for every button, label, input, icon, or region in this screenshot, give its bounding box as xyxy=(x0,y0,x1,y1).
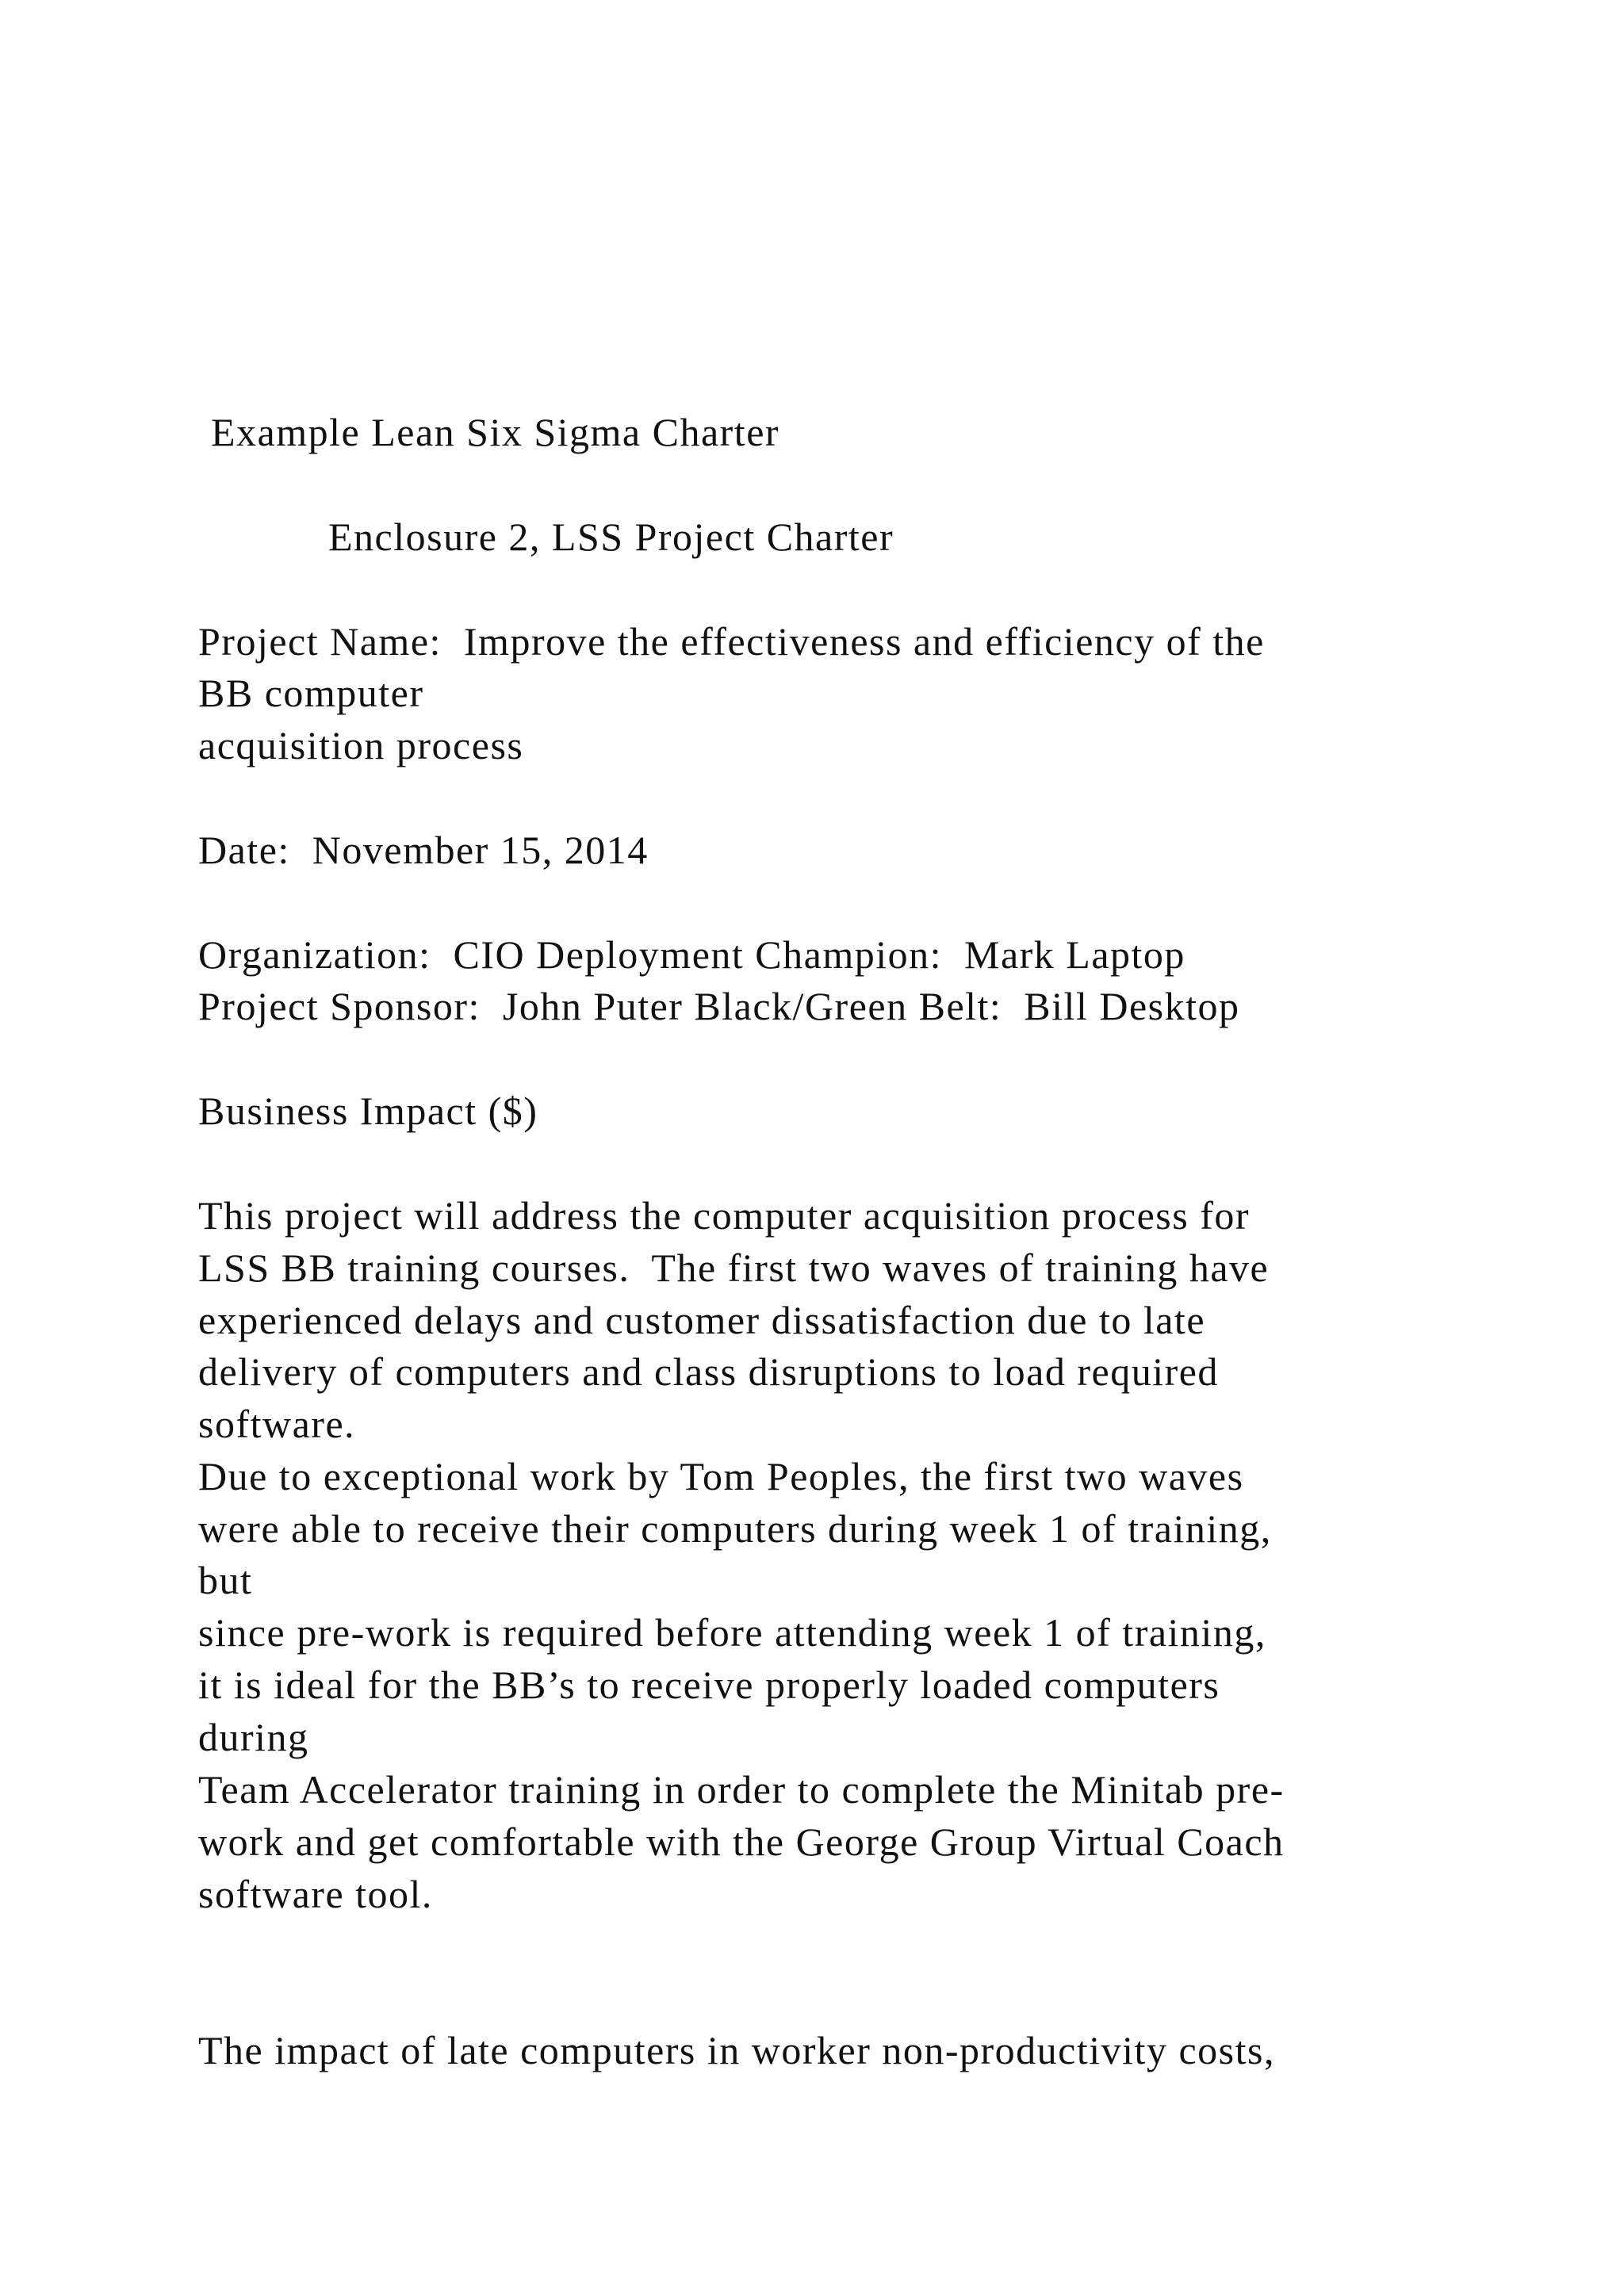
business-impact-heading: Business Impact ($) xyxy=(198,1089,538,1133)
paragraph-1-line-2: LSS BB training courses. The first two waves of training have xyxy=(198,1246,1270,1290)
project-name-line-2: BB computer xyxy=(198,671,424,715)
organization-line-2: Project Sponsor: John Puter Black/Green Belt: Bill Desktop xyxy=(198,984,1240,1028)
paragraph-1-line-6: Due to exceptional work by Tom Peoples, the first two waves xyxy=(198,1454,1244,1498)
paragraph-1-line-1: This project will address the computer acquisition process for xyxy=(198,1193,1251,1238)
paragraph-1-line-9: since pre-work is required before attending week 1 of training, xyxy=(198,1610,1266,1655)
paragraph-1-line-14: software tool. xyxy=(198,1872,433,1916)
paragraph-1-line-3: experienced delays and customer dissatisfaction due to late xyxy=(198,1298,1206,1342)
paragraph-1-line-13: work and get comfortable with the George Group Virtual Coach xyxy=(198,1820,1285,1864)
date-line: Date: November 15, 2014 xyxy=(198,828,649,872)
paragraph-2-line-1: The impact of late computers in worker non-productivity costs, xyxy=(198,2028,1275,2072)
organization-line-1: Organization: CIO Deployment Champion: Mark Laptop xyxy=(198,932,1185,977)
document-subtitle: Enclosure 2, LSS Project Charter xyxy=(328,515,894,559)
paragraph-1-line-10: it is ideal for the BB’s to receive properly loaded computers xyxy=(198,1663,1220,1707)
paragraph-1-line-11: during xyxy=(198,1715,309,1759)
paragraph-1-line-5: software. xyxy=(198,1402,356,1446)
document-title: Example Lean Six Sigma Charter xyxy=(200,410,780,454)
paragraph-1-line-12: Team Accelerator training in order to complete the Minitab pre- xyxy=(198,1767,1285,1812)
paragraph-1-line-4: delivery of computers and class disruptions to load required xyxy=(198,1349,1219,1394)
paragraph-1-line-8: but xyxy=(198,1558,253,1602)
project-name-line-1: Project Name: Improve the effectiveness and efficiency of the xyxy=(198,619,1265,664)
project-name-line-3: acquisition process xyxy=(198,723,524,767)
paragraph-1-line-7: were able to receive their computers during week 1 of training, xyxy=(198,1506,1272,1551)
